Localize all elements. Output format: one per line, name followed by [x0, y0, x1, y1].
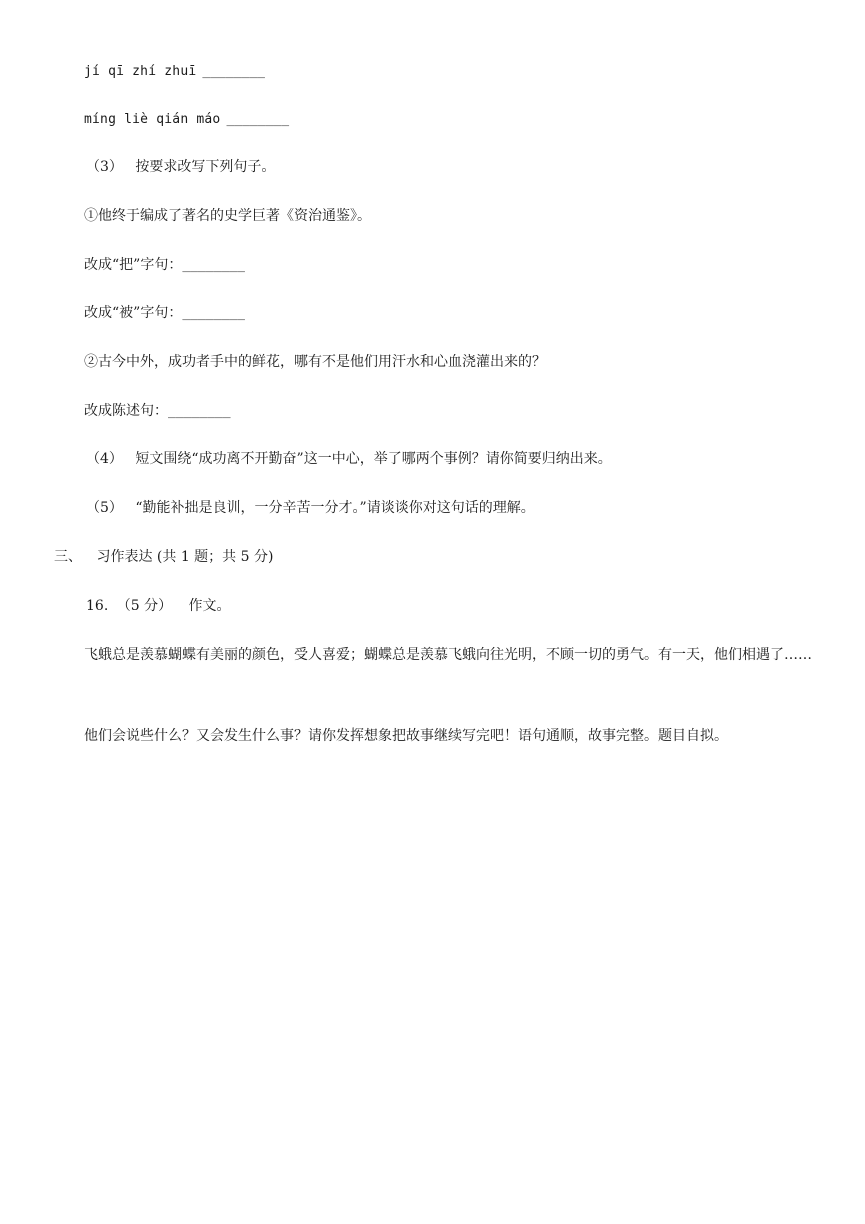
section-number: 三、 [54, 549, 82, 565]
question-title: 作文。 [188, 598, 231, 614]
question-number: 16. [86, 598, 109, 614]
essay-prompt-paragraph-1: 飞蛾总是羡慕蝴蝶有美丽的颜色，受人喜爱；蝴蝶总是羡慕飞蛾向往光明，不顾一切的勇气。有一天，他们相遇了…… [84, 647, 812, 663]
question-label: （4） [86, 451, 123, 467]
question-text: “勤能补拙是良训，一分辛苦一分才。”请谈谈你对这句话的理解。 [135, 500, 535, 516]
question-text: 短文围绕“成功离不开勤奋”这一中心，举了哪两个事例？请你简要归纳出来。 [135, 451, 612, 467]
answer-blank[interactable]: ________ [226, 112, 290, 127]
answer-blank[interactable]: ________ [168, 404, 231, 419]
answer-blank[interactable]: ________ [182, 258, 245, 273]
pinyin-item-1 [84, 61, 265, 82]
section-title: 习作表达 (共 1 题；共 5 分) [96, 549, 274, 565]
bei-sentence-prompt [84, 303, 245, 324]
question-3-heading [86, 157, 275, 177]
question-score: （5 分） [116, 598, 173, 614]
section-3-heading [54, 547, 273, 567]
pinyin-item-2 [84, 109, 289, 130]
answer-blank[interactable]: ________ [202, 64, 265, 79]
question-label: （5） [86, 500, 123, 516]
question-5 [86, 498, 535, 518]
pinyin-text: míng liè qián máo [84, 112, 221, 127]
pinyin-text: jí qī zhí zhuī [84, 64, 197, 79]
chenshu-sentence-prompt [84, 401, 231, 422]
question-instruction: 按要求改写下列句子。 [135, 159, 276, 175]
question-4 [86, 449, 612, 469]
essay-prompt-paragraph-2: 他们会说些什么？又会发生什么事？请你发挥想象把故事继续写完吧！语句通顺，故事完整。题目自拟。 [84, 728, 728, 744]
question-label: （3） [86, 159, 123, 175]
bei-label: 改成“被”字句： [84, 305, 183, 321]
sentence-1: ①他终于编成了著名的史学巨著《资治通鉴》。 [84, 208, 371, 224]
question-16-heading [86, 596, 231, 616]
answer-blank[interactable]: ________ [182, 306, 245, 321]
ba-sentence-prompt [84, 255, 245, 276]
ba-label: 改成“把”字句： [84, 257, 183, 273]
sentence-2: ②古今中外，成功者手中的鲜花，哪有不是他们用汗水和心血浇灌出来的？ [84, 354, 546, 370]
chenshu-label: 改成陈述句： [84, 403, 168, 419]
